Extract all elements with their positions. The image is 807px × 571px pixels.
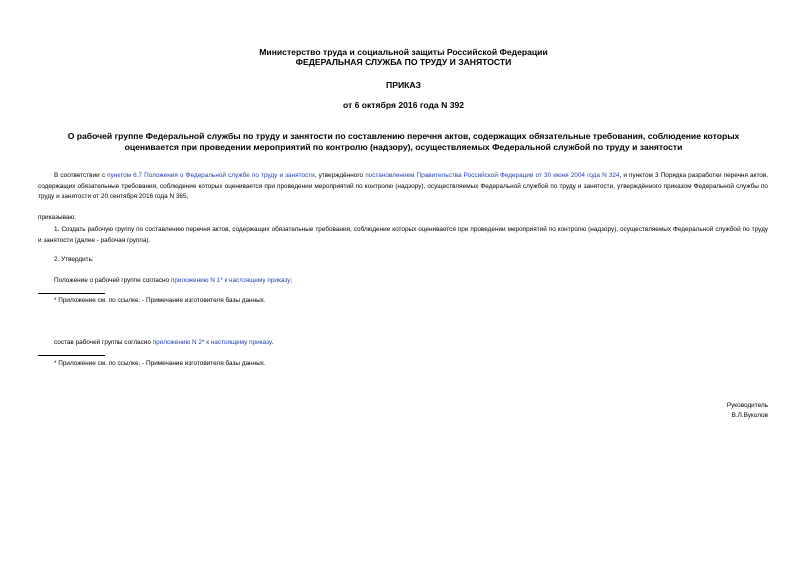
appendix-2-link[interactable]: приложению N 2* к настоящему приказу [152, 339, 272, 346]
service-name: ФЕДЕРАЛЬНАЯ СЛУЖБА ПО ТРУДУ И ЗАНЯТОСТИ [295, 57, 512, 67]
approve-regulation-end: ; [290, 277, 293, 284]
order-item-1: 1. Создать рабочую группу по составлению перечня актов, содержащих обязательные требования, соблюдение которых оценивается при проведении мероприятий по контролю (надзору), осуществляемых Федеральной службой по труду и занятости (далее - рабочая группа). [38, 226, 768, 244]
preamble-paragraph [38, 171, 768, 203]
approve-regulation-line [38, 276, 768, 287]
appendix-1-link[interactable]: приложению N 1* к настоящему приказу [170, 277, 291, 284]
preamble-text-2: , утверждённого [314, 172, 366, 179]
footnote-1: * Приложение см. по ссылке. - Примечание изготовителя базы данных. [54, 297, 266, 304]
approve-regulation-text: Положение о рабочей группе согласно [54, 277, 171, 284]
preamble-text-3: , и пунктом 3 Порядка разработки перечня актов, содержащих обязательные требования, соблюдение которых оценивается при проведении мероприятий по контролю (надзору), осуществляемых Федеральной службой по труду и занятости, утверждённого приказом Федеральной службы по труду и занятости от 20 сентября 2016 года N 365, [38, 172, 769, 200]
footnote-separator-1 [38, 293, 105, 294]
document-title-line-1: О рабочей группе Федеральной службы по труду и занятости по составлению перечня актов, содержащих обязательные требования, соблюдение которых [67, 131, 740, 141]
regulation-link[interactable]: пунктом 6.7 Положения о Федеральной службе по труду и занятости [107, 172, 315, 179]
order-item-2: 2. Утвердить: [54, 256, 94, 263]
approve-composition-text: состав рабочей группы согласно [54, 339, 153, 346]
document-title-line-2: оценивается при проведении мероприятий по контролю (надзору), осуществляемых Федеральной службой по труду и занятости [124, 142, 683, 152]
government-decree-link[interactable]: постановлением Правительства Российской Федерации от 30 июня 2004 года N 324 [365, 172, 620, 179]
signatory-name: В.Л.Вуколов [731, 412, 768, 419]
order-word: приказываю: [38, 214, 76, 221]
footnote-separator-2 [38, 355, 105, 356]
approve-composition-end: . [271, 339, 274, 346]
signatory-position: Руководитель [726, 402, 768, 409]
ministry-name: Министерство труда и социальной защиты Российской Федерации [259, 47, 548, 57]
preamble-text-1: В соответствии с [54, 172, 108, 179]
approve-composition-line [38, 338, 768, 349]
document-type: ПРИКАЗ [386, 80, 421, 90]
footnote-2: * Приложение см. по ссылке. - Примечание изготовителя базы данных. [54, 360, 266, 367]
document-date-number: от 6 октября 2016 года N 392 [342, 100, 465, 110]
